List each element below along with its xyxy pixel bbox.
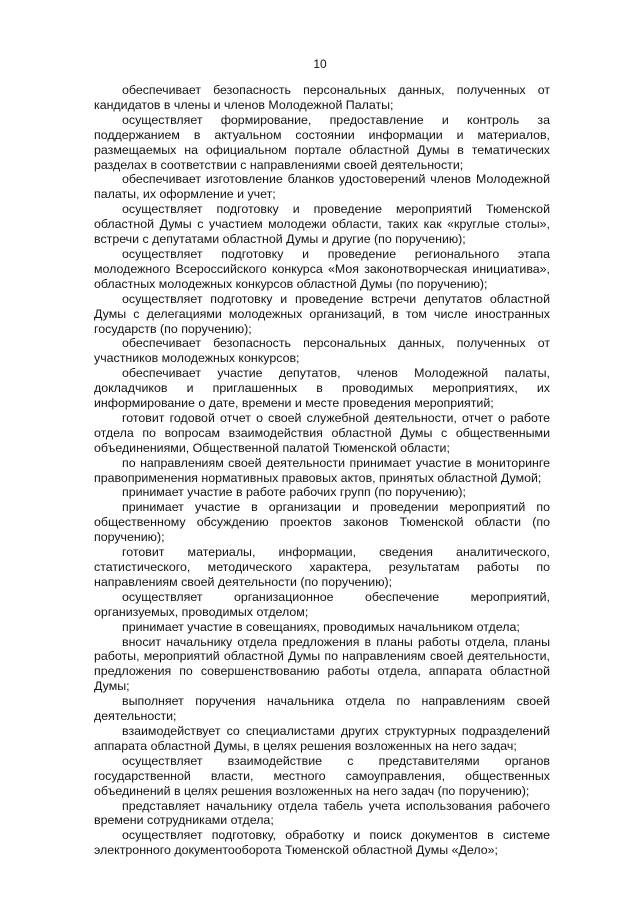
paragraph: выполняет поручения начальника отдела по направлениям своей деятельности; <box>94 694 550 724</box>
paragraph: обеспечивает изготовление бланков удостоверений членов Молодежной палаты, их оформление и учет; <box>94 172 550 202</box>
page-number: 10 <box>313 57 327 71</box>
paragraph: представляет начальнику отдела табель учета использования рабочего времени сотрудниками отдела; <box>94 798 550 828</box>
document-body <box>94 83 550 858</box>
paragraph: осуществляет формирование, предоставление и контроль за поддержанием в актуальном состоянии информации и материалов, размещаемых на официальном портале областной Думы в тематических разделах в соответствии с направлениями своей деятельности; <box>94 112 550 172</box>
paragraph: осуществляет подготовку, обработку и поиск документов в системе электронного документооборота Тюменской областной Думы «Дело»; <box>94 828 550 858</box>
paragraph: по направлениям своей деятельности принимает участие в мониторинге правоприменения нормативных правовых актов, принятых областной Думой; <box>94 455 550 485</box>
paragraph: принимает участие в совещаниях, проводимых начальником отдела; <box>122 619 520 634</box>
paragraph: осуществляет взаимодействие с представителями органов государственной власти, местного самоуправления, общественных объединений в целях решения возложенных на него задач (по поручению); <box>94 753 550 798</box>
paragraph: готовит материалы, информации, сведения аналитического, статистического, методического характера, результатам работы по направлениям своей деятельности (по поручению); <box>94 545 550 589</box>
paragraph: принимает участие в работе рабочих групп (по поручению); <box>122 485 466 500</box>
paragraph: обеспечивает безопасность персональных данных, полученных от кандидатов в члены и членов Молодежной Палаты; <box>94 83 550 112</box>
paragraph: обеспечивает безопасность персональных данных, полученных от участников молодежных конкурсов; <box>94 336 550 366</box>
paragraph: вносит начальнику отдела предложения в планы работы отдела, планы работы, мероприятий областной Думы по направлениям своей деятельности, предложения по совершенствованию работы отдела, аппарата областной Думы; <box>94 634 550 694</box>
paragraph: обеспечивает участие депутатов, членов Молодежной палаты, докладчиков и приглашенных в проводимых мероприятиях, их информирование о дате, времени и месте проведения мероприятий; <box>94 366 550 411</box>
paragraph: осуществляет подготовку и проведение регионального этапа молодежного Всероссийского конкурса «Моя законотворческая инициатива», областных молодежных конкурсов областной Думы (по поручению); <box>94 246 550 291</box>
paragraph: принимает участие в организации и проведении мероприятий по общественному обсуждению проектов законов Тюменской области (по поручению); <box>94 500 550 545</box>
paragraph: осуществляет организационное обеспечение мероприятий, организуемых, проводимых отделом; <box>94 589 550 619</box>
paragraph: осуществляет подготовку и проведение встречи депутатов областной Думы с делегациями молодежных организаций, в том числе иностранных государств (по поручению); <box>94 291 550 336</box>
paragraph: осуществляет подготовку и проведение мероприятий Тюменской областной Думы с участием молодежи области, таких как «круглые столы», встречи с депутатами областной Думы и другие (по поручению); <box>94 202 550 247</box>
paragraph: готовит годовой отчет о своей служебной деятельности, отчет о работе отдела по вопросам взаимодействия областной Думы с общественными объединениями, Общественной палатой Тюменской области; <box>94 410 550 455</box>
paragraph: взаимодействует со специалистами других структурных подразделений аппарата областной Думы, в целях решения возложенных на него задач; <box>94 723 550 753</box>
